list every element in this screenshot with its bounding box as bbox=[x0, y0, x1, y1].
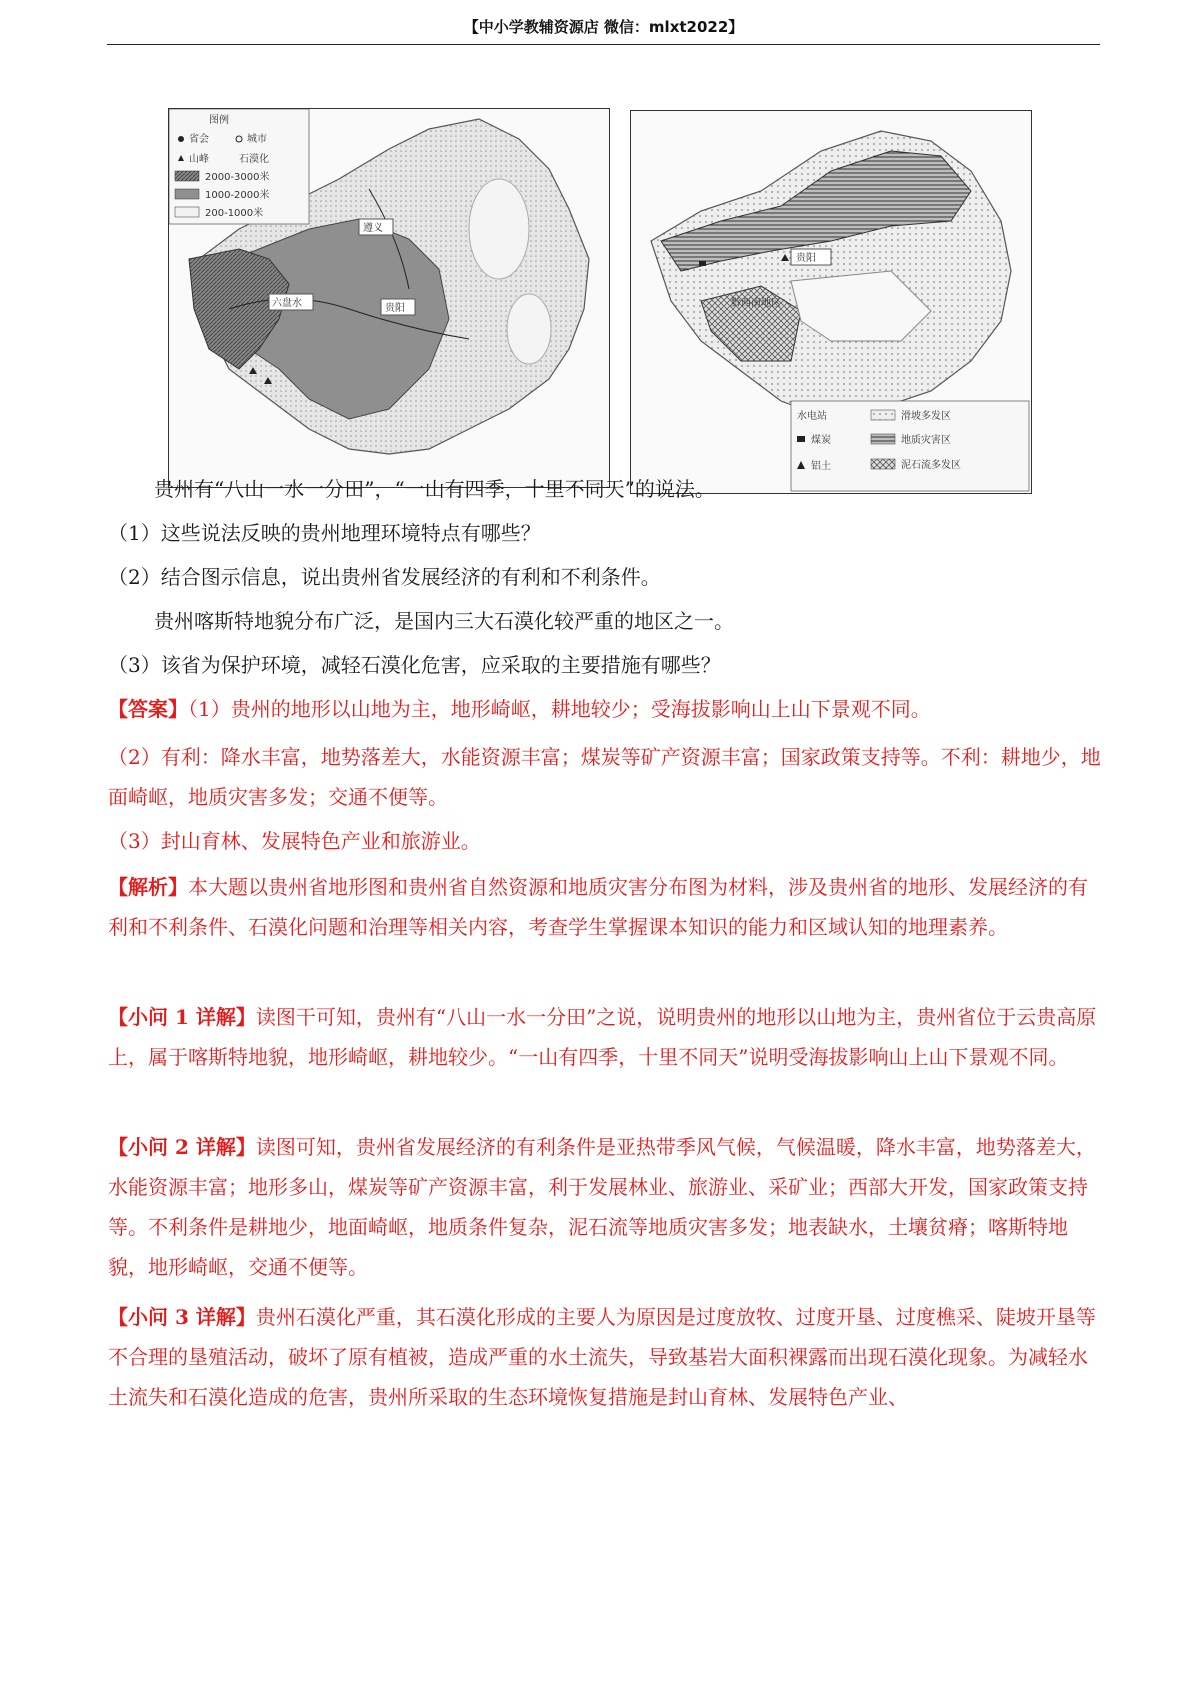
terrain-map bbox=[168, 108, 610, 488]
legend-hydro: 水电站 bbox=[797, 411, 827, 422]
resource-map bbox=[630, 110, 1032, 494]
answer-tag: 【答案】 bbox=[108, 697, 188, 721]
legend-desert: 石漠化 bbox=[239, 154, 269, 165]
intro-text: 贵州有“八山一水一分田”，“一山有四季，十里不同天”的说法。 bbox=[154, 477, 715, 501]
legend-alt-mid: 1000-2000米 bbox=[205, 190, 270, 201]
legend-alt-low: 200-1000米 bbox=[205, 208, 264, 219]
legend-title: 图例 bbox=[209, 115, 229, 126]
question-2: （2）结合图示信息，说出贵州省发展经济的有利和不利条件。 bbox=[108, 565, 661, 589]
label-guiyang: 贵阳 bbox=[385, 303, 405, 314]
detail-2-text: 读图可知，贵州省发展经济的有利条件是亚热带季风气候，气候温暖，降水丰富，地势落差大，水能资源丰富；地形多山，煤炭等矿产资源丰富，利于发展林业、旅游业、采矿业；西部大开发，国家政策支持等。不利条件是耕地少，地面崎岖，地质条件复杂，泥石流等地质灾害多发；地表缺水，土壤贫瘠；喀斯特地貌，地形崎岖，交通不便等。 bbox=[108, 1135, 1096, 1279]
legend-hazard: 地质灾害区 bbox=[901, 435, 951, 446]
question-3: （3）该省为保护环境，减轻石漠化危害，应采取的主要措施有哪些？ bbox=[108, 653, 721, 677]
analysis-text: 本大题以贵州省地形图和贵州省自然资源和地质灾害分布图为材料，涉及贵州省的地形、发展经济的有利和不利条件、石漠化问题和治理等相关内容，考查学生掌握课本知识的能力和区域认知的地理素养。 bbox=[108, 875, 1088, 939]
legend-alt-high: 2000-3000米 bbox=[205, 172, 270, 183]
label-capital: 贵阳 bbox=[796, 253, 816, 264]
analysis bbox=[108, 867, 1103, 947]
legend-city: 城市 bbox=[247, 134, 267, 145]
legend-coal: 煤炭 bbox=[811, 435, 831, 446]
answer-1-text: （1）贵州的地形以山地为主，地形崎岖，耕地较少；受海拔影响山上山下景观不同。 bbox=[188, 697, 931, 721]
detail-3-tag: 【小问 3 详解】 bbox=[108, 1305, 256, 1329]
answer-2: （2）有利：降水丰富，地势落差大，水能资源丰富；煤炭等矿产资源丰富；国家政策支持等。不利：耕地少，地面崎岖，地质灾害多发；交通不便等。 bbox=[108, 745, 1101, 809]
legend-capital: 省会 bbox=[189, 134, 209, 145]
label-area: 黔西南地区 bbox=[731, 298, 781, 309]
intro-text-2: 贵州喀斯特地貌分布广泛，是国内三大石漠化较严重的地区之一。 bbox=[154, 609, 734, 633]
legend-debris: 泥石流多发区 bbox=[901, 460, 961, 471]
detail-3 bbox=[108, 1297, 1103, 1417]
detail-1-tag: 【小问 1 详解】 bbox=[108, 1005, 256, 1029]
analysis-tag: 【解析】 bbox=[108, 875, 188, 899]
label-zunyi: 遵义 bbox=[363, 223, 383, 234]
page-header: 【中小学教辅资源店 微信：mlxt2022】 bbox=[107, 10, 1100, 45]
answer-3: （3）封山育林、发展特色产业和旅游业。 bbox=[108, 829, 481, 853]
detail-2-tag: 【小问 2 详解】 bbox=[108, 1135, 256, 1159]
detail-2 bbox=[108, 1127, 1103, 1287]
question-1: （1）这些说法反映的贵州地理环境特点有哪些？ bbox=[108, 521, 541, 545]
legend-bauxite: 铝土 bbox=[811, 461, 831, 472]
label-liupanshui: 六盘水 bbox=[272, 298, 302, 309]
detail-1-text: 读图干可知，贵州有“八山一水一分田”之说，说明贵州的地形以山地为主，贵州省位于云贵高原上，属于喀斯特地貌，地形崎岖，耕地较少。“一山有四季，十里不同天”说明受海拔影响山上山下景观不同。 bbox=[108, 1005, 1097, 1069]
answer-1 bbox=[108, 693, 1103, 725]
detail-3-text: 贵州石漠化严重，其石漠化形成的主要人为原因是过度放牧、过度开垦、过度樵采、陡坡开垦等不合理的垦殖活动，破坏了原有植被，造成严重的水土流失，导致基岩大面积裸露而出现石漠化现象。为减轻水土流失和石漠化造成的危害，贵州所采取的生态环境恢复措施是封山育林、发展特色产业、 bbox=[108, 1305, 1096, 1409]
legend-peak: 山峰 bbox=[189, 154, 209, 165]
detail-1 bbox=[108, 997, 1103, 1077]
legend-landslide: 滑坡多发区 bbox=[901, 411, 951, 422]
